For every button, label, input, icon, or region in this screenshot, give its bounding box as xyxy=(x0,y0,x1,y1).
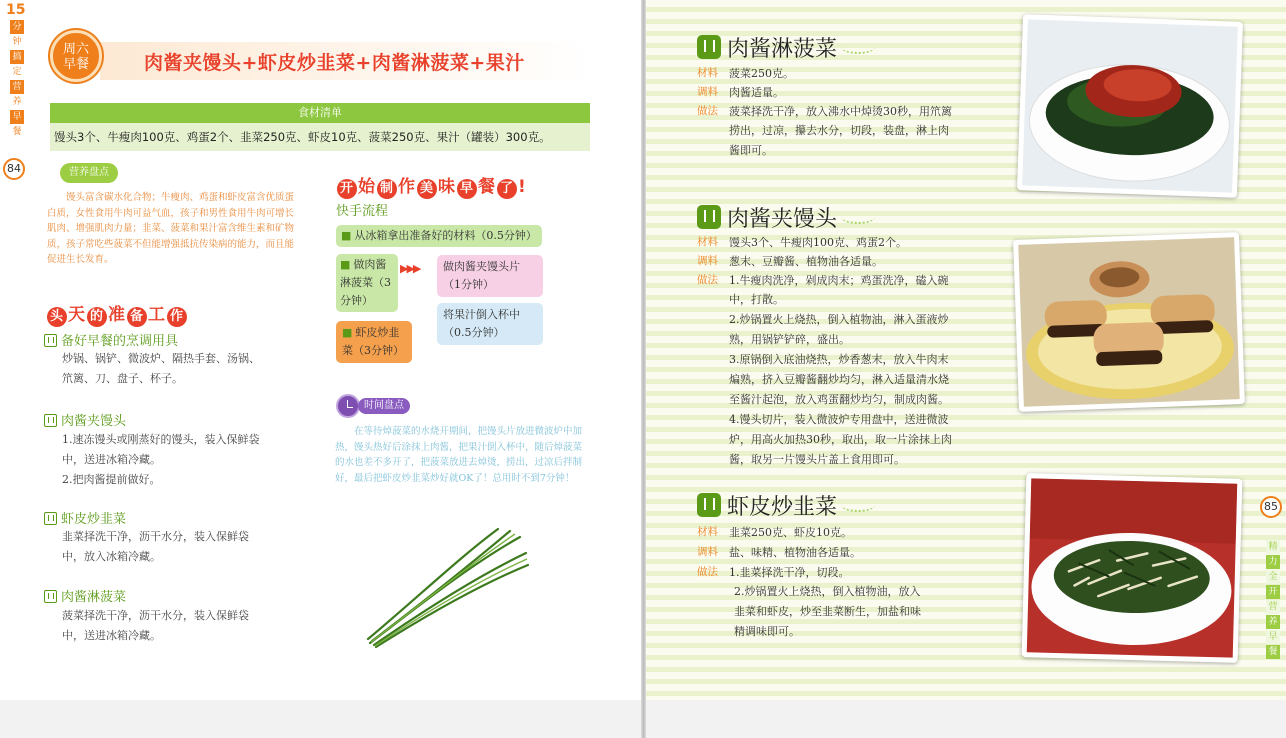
prep-title-char: 头 xyxy=(47,307,67,327)
nutrition-badge: 营养盘点 xyxy=(60,163,118,183)
flow-line xyxy=(340,256,394,274)
step-line: 酱即可。 xyxy=(729,144,773,157)
clock-icon xyxy=(336,394,360,418)
recipe-row xyxy=(697,523,852,542)
recipe-key: 做法 xyxy=(697,566,718,578)
side-tag-char: 营 xyxy=(10,80,24,94)
flow-step-1-label: 从冰箱拿出准备好的材料（0.5分钟） xyxy=(354,229,537,242)
side-number: 15 xyxy=(6,2,26,18)
day-badge-line: 周六 xyxy=(62,42,89,57)
day-badge xyxy=(50,30,102,82)
side-tag-char: 早 xyxy=(10,110,24,124)
utensil-icon xyxy=(44,414,57,427)
recipe-row xyxy=(697,233,907,252)
step-line: 韭菜和虾皮，炒至韭菜断生，加盐和味 xyxy=(734,605,921,618)
step-line: 精调味即可。 xyxy=(734,625,800,638)
recipe-key: 调料 xyxy=(697,546,718,558)
flow-line: 淋菠菜（3 xyxy=(340,276,391,289)
flow-line-text: 做肉酱 xyxy=(353,258,387,271)
side-tag-char: 餐 xyxy=(10,125,24,139)
menu-title: 肉酱夹馒头+虾皮炒韭菜+肉酱淋菠菜+果汁 xyxy=(144,52,525,74)
spinach-dish-image xyxy=(1022,19,1238,192)
recipe-value: 馒头3个、牛瘦肉100克、鸡蛋2个。 xyxy=(729,236,907,249)
prep-line: 炒锅、锅铲、微波炉、隔热手套、汤锅、 xyxy=(62,352,260,365)
prep-title-char: 工 xyxy=(148,305,166,325)
swirl-decoration xyxy=(841,498,875,512)
recipe-key: 材料 xyxy=(697,526,718,538)
time-badge xyxy=(336,394,422,418)
utensil-icon xyxy=(44,334,57,347)
prep-section-body xyxy=(62,430,260,490)
day-badge-line: 早餐 xyxy=(62,57,89,72)
step-line: 2.炒锅置火上烧热，倒入植物油，放入 xyxy=(734,585,921,598)
prep-line: 菠菜择洗干净，沥干水分，装入保鲜袋 xyxy=(62,609,249,622)
chive-image xyxy=(360,525,530,650)
flow-step-2a xyxy=(336,254,398,312)
page-number-left: 84 xyxy=(3,158,25,180)
side-tag-char: 养 xyxy=(1266,615,1280,629)
prep-section-label: 虾皮炒韭菜 xyxy=(61,512,127,527)
bullet-icon: ■ xyxy=(342,326,353,339)
flow-line xyxy=(342,324,406,342)
prep-section-label: 肉酱淋菠菜 xyxy=(61,590,127,605)
recipe-steps xyxy=(729,121,949,161)
recipe-value: 菠菜250克。 xyxy=(729,67,794,80)
utensil-icon xyxy=(44,512,57,525)
prep-title-char: 作 xyxy=(167,307,187,327)
recipe-row xyxy=(697,543,861,562)
right-page xyxy=(646,0,1286,700)
start-title-char: 制 xyxy=(377,179,397,199)
chive-stirfry-photo xyxy=(1022,473,1243,663)
recipe-key: 调料 xyxy=(697,255,718,267)
side-tag-char: 分 xyxy=(10,20,24,34)
bullet-icon: ■ xyxy=(340,258,351,271)
prep-section-title xyxy=(44,330,178,349)
prep-title-char: 准 xyxy=(108,305,126,325)
chive-stirfry-image xyxy=(1027,478,1237,657)
recipe-key: 材料 xyxy=(697,67,718,79)
prep-section-title xyxy=(44,586,126,605)
side-tag-char: 餐 xyxy=(1266,645,1280,659)
step-line: 至酱汁起泡，放入鸡蛋翻炒均匀，制成肉酱。 xyxy=(729,393,949,406)
side-tag-char: 早 xyxy=(1266,630,1280,644)
step-line: 炉，用高火加热30秒，取出，取一片涂抹上肉 xyxy=(729,433,952,446)
step-line: 4.馒头切片，装入微波炉专用盘中，送进微波 xyxy=(729,413,949,426)
recipe-row xyxy=(697,271,949,290)
side-tag-char: 力 xyxy=(1266,555,1280,569)
prep-line: 1.速冻馒头或刚蒸好的馒头，装入保鲜袋 xyxy=(62,433,260,446)
step-line: 中，打散。 xyxy=(729,293,784,306)
ingredients-list: 馒头3个、牛瘦肉100克、鸡蛋2个、韭菜250克、虾皮10克、菠菜250克、果汁（罐装）300克。 xyxy=(50,123,590,151)
flow-line: 将果汁倒入杯中 xyxy=(443,308,520,321)
ingredients-header: 食材清单 xyxy=(50,103,590,123)
dish-title xyxy=(697,490,875,521)
start-title-char: ! xyxy=(518,177,527,197)
prep-title xyxy=(46,300,188,327)
prep-section-body xyxy=(62,349,260,389)
flow-line: 菜（3分钟） xyxy=(342,344,404,357)
recipe-row xyxy=(697,252,883,271)
recipe-steps xyxy=(729,290,952,470)
recipe-value: 韭菜250克、虾皮10克。 xyxy=(729,526,852,539)
start-title xyxy=(336,172,527,199)
recipe-value: 葱末、豆瓣酱、植物油各适量。 xyxy=(729,255,883,268)
dish-title-text: 肉酱淋菠菜 xyxy=(727,37,838,62)
recipe-key: 做法 xyxy=(697,105,718,117)
dish-title xyxy=(697,32,875,63)
left-page xyxy=(0,0,641,700)
prep-section-body xyxy=(62,606,249,646)
dish-title-text: 肉酱夹馒头 xyxy=(727,207,838,232)
step-line: 酱，取另一片馒头片盖上食用即可。 xyxy=(729,453,905,466)
flow-arrow-icon: ▶▶▶ xyxy=(400,262,420,275)
dish-title-text: 虾皮炒韭菜 xyxy=(727,495,838,520)
side-tag-char: 定 xyxy=(10,65,24,79)
recipe-value: 1.韭菜择洗干净，切段。 xyxy=(729,566,850,579)
side-tag xyxy=(10,20,24,139)
nutrition-text: 馒头富含碳水化合物；牛瘦肉、鸡蛋和虾皮富含优质蛋白质，女性食用牛肉可益气血，孩子和男性食用牛肉可增长肌肉、增强肌肉力量；韭菜、菠菜和果汁富含维生素和矿物质，孩子常吃些菠菜不但能增强抵抗传染病的能力，而且能促进生长发育。 xyxy=(47,192,295,266)
bun-dish-image xyxy=(1018,237,1240,406)
recipe-value: 肉酱适量。 xyxy=(729,86,784,99)
prep-section-label: 备好早餐的烹调用具 xyxy=(61,334,179,349)
prep-section-title xyxy=(44,410,126,429)
prep-section-body xyxy=(62,527,249,567)
side-tag-char: 营 xyxy=(1266,600,1280,614)
page-number-right: 85 xyxy=(1260,496,1282,518)
flow-step-3 xyxy=(336,321,412,363)
flow-step-2c xyxy=(437,303,543,345)
flow-line: （1分钟） xyxy=(443,278,494,291)
recipe-key: 材料 xyxy=(697,236,718,248)
prep-line: 韭菜择洗干净，沥干水分，装入保鲜袋 xyxy=(62,530,249,543)
recipe-row xyxy=(697,563,850,582)
flow-line-text: 虾皮炒韭 xyxy=(355,326,400,339)
step-line: 熟，用锅铲铲碎，盛出。 xyxy=(729,333,850,346)
step-line: 煸熟，挤入豆瓣酱翻炒均匀，淋入适量清水烧 xyxy=(729,373,949,386)
recipe-steps xyxy=(734,582,921,642)
start-title-char: 作 xyxy=(398,177,416,197)
flow-line: 做肉酱夹馒头片 xyxy=(443,260,520,273)
dish-title xyxy=(697,202,875,233)
step-line: 捞出，过凉，攥去水分，切段，装盘，淋上肉 xyxy=(729,124,949,137)
start-title-char: 美 xyxy=(417,179,437,199)
prep-title-char: 备 xyxy=(127,307,147,327)
start-title-char: 餐 xyxy=(478,177,496,197)
recipe-key: 做法 xyxy=(697,274,718,286)
start-title-char: 味 xyxy=(438,177,456,197)
bun-photo xyxy=(1013,232,1245,412)
side-tag-char: 搞 xyxy=(10,50,24,64)
side-tag-right xyxy=(1266,540,1280,659)
side-tag-char: 养 xyxy=(10,95,24,109)
recipe-row xyxy=(697,64,794,83)
flow-line: 分钟） xyxy=(340,294,373,307)
quick-flow-title: 快手流程 xyxy=(336,204,389,219)
utensil-icon xyxy=(697,493,721,517)
prep-line: 中，送进冰箱冷藏。 xyxy=(62,629,161,642)
start-title-char: 始 xyxy=(358,177,376,197)
start-title-char: 早 xyxy=(457,179,477,199)
recipe-key: 调料 xyxy=(697,86,718,98)
prep-section-title xyxy=(44,508,126,527)
recipe-row xyxy=(697,83,784,102)
prep-line: 2.把肉酱提前做好。 xyxy=(62,473,161,486)
prep-line: 中，放入冰箱冷藏。 xyxy=(62,550,161,563)
prep-title-char: 的 xyxy=(87,307,107,327)
start-title-char: 开 xyxy=(337,179,357,199)
side-tag-char: 全 xyxy=(1266,570,1280,584)
recipe-value: 1.牛瘦肉洗净，剁成肉末；鸡蛋洗净，磕入碗 xyxy=(729,274,949,287)
time-text: 在等待焯菠菜的水烧开期间，把馒头片放进微波炉中加热，馒头热好后涂抹上肉酱，把果汁倒入杯中，随后焯菠菜的水也差不多开了，把菠菜放进去焯烫，捞出，过凉后拌制好，最后把虾皮炒韭菜炒好就OK了！总用时不到7分钟！ xyxy=(335,426,583,484)
recipe-value: 盐、味精、植物油各适量。 xyxy=(729,546,861,559)
recipe-value: 菠菜择洗干净，放入沸水中焯烫30秒，用笊篱 xyxy=(729,105,952,118)
prep-line: 笊篱、刀、盘子、杯子。 xyxy=(62,372,183,385)
start-title-char: 了 xyxy=(497,179,517,199)
swirl-decoration xyxy=(841,40,875,54)
utensil-icon xyxy=(697,35,721,59)
side-tag-char: 钟 xyxy=(10,35,24,49)
prep-section-label: 肉酱夹馒头 xyxy=(61,414,127,429)
time-badge-label: 时间盘点 xyxy=(358,398,410,414)
step-line: 3.原锅倒入底油烧热，炒香葱末，放入牛肉末 xyxy=(729,353,949,366)
utensil-icon xyxy=(44,590,57,603)
side-tag-char: 精 xyxy=(1266,540,1280,554)
bullet-icon: ■ xyxy=(341,229,352,242)
swirl-decoration xyxy=(841,210,875,224)
recipe-row xyxy=(697,102,952,121)
prep-title-char: 天 xyxy=(68,305,86,325)
utensil-icon xyxy=(697,205,721,229)
prep-line: 中，送进冰箱冷藏。 xyxy=(62,453,161,466)
step-line: 2.炒锅置火上烧热，倒入植物油，淋入蛋液炒 xyxy=(729,313,949,326)
flow-step-1 xyxy=(336,225,542,247)
side-tag-char: 开 xyxy=(1266,585,1280,599)
flow-step-2b xyxy=(437,255,543,297)
flow-line: （0.5分钟） xyxy=(443,326,505,339)
spinach-photo xyxy=(1017,14,1243,198)
